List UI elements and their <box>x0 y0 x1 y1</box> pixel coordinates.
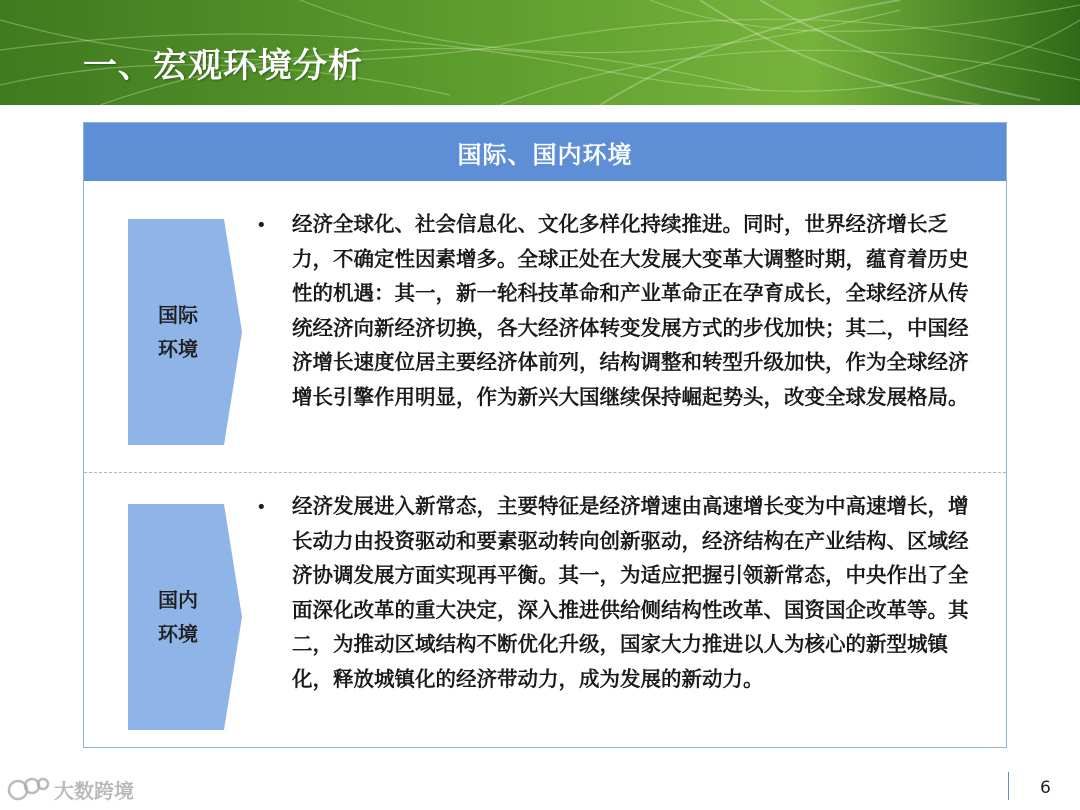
bullet-icon: • <box>256 215 267 236</box>
international-tag-label: 国际环境 <box>158 303 198 361</box>
domestic-text-block <box>256 489 972 696</box>
domestic-tag <box>128 504 242 730</box>
footer-divider <box>1008 772 1009 800</box>
environment-panel <box>83 122 1007 748</box>
bullet-icon: • <box>256 497 267 518</box>
international-tag <box>128 219 242 445</box>
watermark <box>6 774 134 804</box>
domestic-tag-label: 国内环境 <box>158 588 198 646</box>
panel-header <box>84 123 1006 181</box>
section-divider <box>84 472 1006 473</box>
panel-title: 国际、国内环境 <box>457 140 633 169</box>
header-banner <box>0 0 1080 105</box>
page-number: 6 <box>1040 778 1051 798</box>
international-text-block <box>256 207 972 414</box>
watermark-text: 大数跨境 <box>54 778 134 803</box>
international-paragraph: 经济全球化、社会信息化、文化多样化持续推进。同时，世界经济增长乏力，不确定性因素增多。全球正处在大发展大变革大调整时期，蕴育着历史性的机遇：其一，新一轮科技革命和产业革命正在孕育成长，全球经济从传统经济向新经济切换，各大经济体转变发展方式的步伐加快；其二，中国经济增长速度位居主要经济体前列，结构调整和转型升级加快，作为全球经济增长引擎作用明显，作为新兴大国继续保持崛起势头，改变全球发展格局。 <box>292 212 969 409</box>
watermark-logo-icon <box>6 774 50 804</box>
page-title: 一、宏观环境分析 <box>83 46 363 86</box>
domestic-paragraph: 经济发展进入新常态，主要特征是经济增速由高速增长变为中高速增长，增长动力由投资驱动和要素驱动转向创新驱动，经济结构在产业结构、区域经济协调发展方面实现再平衡。其一，为适应把握引领新常态，中央作出了全面深化改革的重大决定，深入推进供给侧结构性改革、国资国企改革等。其二，为推动区域结构不断优化升级，国家大力推进以人为核心的新型城镇化，释放城镇化的经济带动力，成为发展的新动力。 <box>292 494 969 691</box>
